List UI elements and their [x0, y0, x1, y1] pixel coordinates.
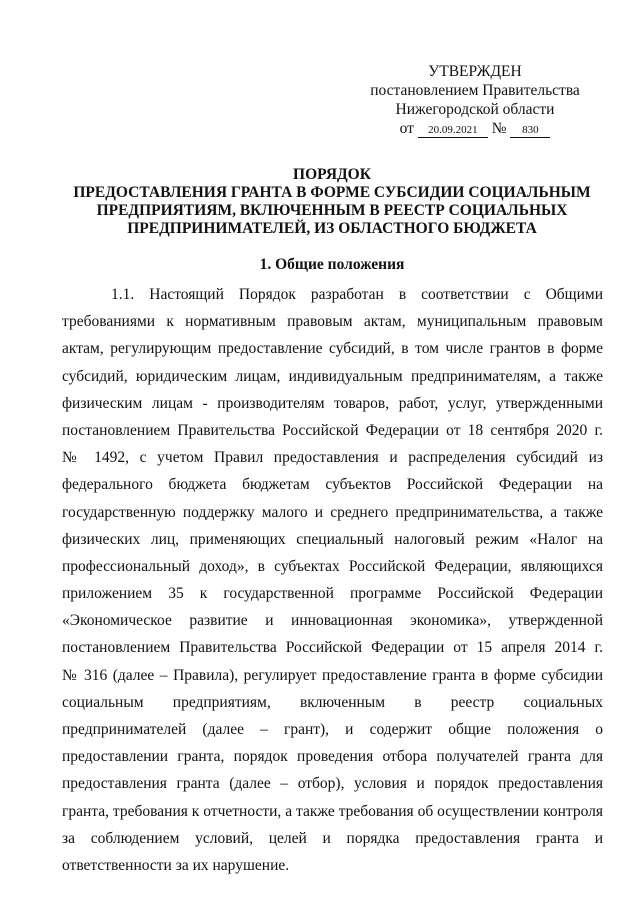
paragraph-line: 1.1. Настоящий Порядок разработан в соответствии с Общими [111, 286, 603, 303]
paragraph-line: физических лиц, применяющих специальный налоговый режим «Налог на [62, 530, 603, 548]
paragraph-line: федерального бюджета бюджетам субъектов Российской Федерации на [62, 476, 603, 494]
paragraph-line: постановлением Правительства Российской Федерации от 18 сентября 2020 г. [62, 421, 603, 439]
paragraph-line: предоставления гранта (далее – отбор), условия и порядок предоставления [62, 775, 603, 793]
approval-stamp [360, 62, 590, 138]
paragraph-line: ответственности за их нарушение. [62, 856, 290, 874]
paragraph-line: предпринимателей (далее – грант), и содержит общие положения о [62, 721, 603, 738]
paragraph-line: № 1492, с учетом Правил предоставления и распределения субсидий из [62, 449, 603, 467]
title-line-1: ПОРЯДОК [293, 166, 371, 183]
approval-date-line [360, 119, 590, 138]
paragraph-line: за соблюдением условий, целей и порядка предоставления гранта и [62, 829, 603, 847]
section-heading: 1. Общие положения [259, 256, 405, 273]
paragraph-line: приложением 35 к государственной программе Российской Федерации [62, 585, 603, 603]
approval-line-1: постановлением Правительства [370, 82, 580, 99]
approval-line-2: Нижегородской области [395, 101, 555, 118]
paragraph-line: требованиями к нормативным правовым актам, муниципальным правовым [62, 313, 603, 331]
paragraph-line: предоставлении гранта, порядок проведения отбора получателей гранта для [62, 748, 603, 766]
paragraph-line: «Экономическое развитие и инновационная экономика», утвержденной [62, 612, 603, 630]
title-line-2: ПРЕДОСТАВЛЕНИЯ ГРАНТА В ФОРМЕ СУБСИДИИ СОЦИАЛЬНЫМ [73, 184, 591, 201]
paragraph-1-1 [62, 281, 603, 879]
title-line-3: ПРЕДПРИЯТИЯМ, ВКЛЮЧЕННЫМ В РЕЕСТР СОЦИАЛЬНЫХ [96, 202, 568, 219]
paragraph-line: гранта, требования к отчетности, а также требования об осуществлении контроля [62, 802, 603, 820]
paragraph-line: социальным предприятиям, включенным в реестр социальных [62, 693, 603, 711]
document-title [62, 166, 602, 238]
paragraph-line: актам, регулирующим предоставление субсидий, в том числе грантов в форме [62, 340, 603, 358]
paragraph-line: государственную поддержку малого и среднего предпринимательства, а также [62, 503, 603, 521]
paragraph-line: постановлением Правительства Российской Федерации от 15 апреля 2014 г. [62, 639, 603, 657]
number-sign: № [491, 120, 507, 137]
paragraph-line: субсидий, юридическим лицам, индивидуальным предпринимателям, а также [62, 367, 603, 385]
title-line-4: ПРЕДПРИНИМАТЕЛЕЙ, ИЗ ОБЛАСТНОГО БЮДЖЕТА [127, 220, 537, 237]
paragraph-line: № 316 (далее – Правила), регулирует предоставление гранта в форме субсидии [62, 666, 603, 684]
approval-heading: УТВЕРЖДЕН [428, 63, 522, 80]
paragraph-line: профессиональный доход», в субъектах Российской Федерации, являющихся [62, 557, 603, 575]
approval-date: 20.09.2021 [418, 124, 488, 138]
paragraph-line: физическим лицам - производителям товаров, работ, услуг, утвержденными [62, 394, 603, 412]
date-prefix: от [399, 120, 414, 137]
approval-number: 830 [510, 124, 550, 138]
